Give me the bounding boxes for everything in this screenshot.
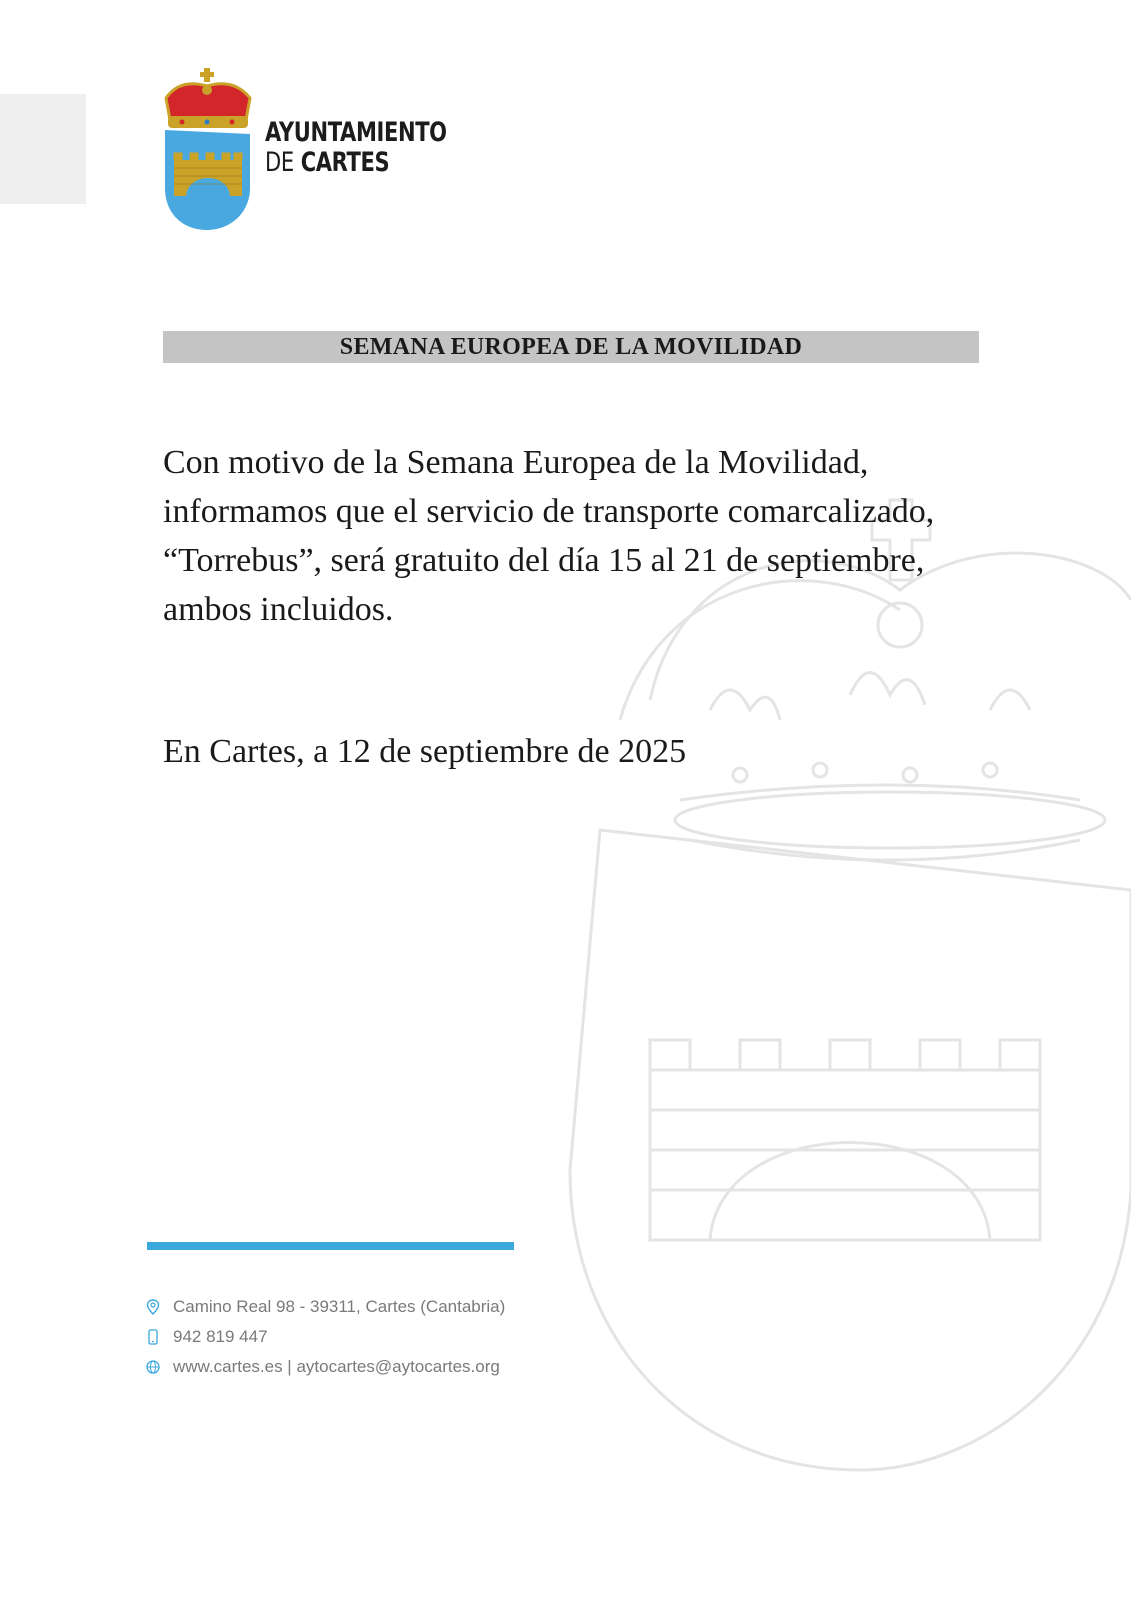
- contact-web-row: [146, 1352, 505, 1382]
- side-tab: [0, 94, 86, 204]
- coat-of-arms-icon: [160, 68, 255, 234]
- contact-address-row: [146, 1292, 505, 1322]
- logo-wordmark: [265, 118, 447, 178]
- location-pin-icon: [146, 1299, 160, 1315]
- footer-divider: [147, 1242, 514, 1250]
- contact-phone-row: [146, 1322, 505, 1352]
- logo-line2-main: CARTES: [300, 147, 390, 178]
- logo-line2-prefix: DE: [265, 147, 294, 178]
- title-bar: [163, 331, 979, 363]
- document-title: SEMANA EUROPEA DE LA MOVILIDAD: [339, 334, 803, 360]
- web-email-text[interactable]: www.cartes.es | aytocartes@aytocartes.org: [173, 1357, 500, 1376]
- body-paragraph: Con motivo de la Semana Europea de la Movilidad, informamos que el servicio de transporte comarcalizado, “Torrebus”, será gratuito del día 15 al 21 de septiembre, ambos incluidos.: [163, 444, 935, 628]
- address-text: Camino Real 98 - 39311, Cartes (Cantabria): [173, 1297, 506, 1316]
- municipal-logo: [160, 68, 460, 234]
- globe-icon: [146, 1359, 160, 1375]
- date-line: En Cartes, a 12 de septiembre de 2025: [163, 733, 687, 770]
- mobile-phone-icon: [146, 1329, 160, 1345]
- phone-text: 942 819 447: [173, 1327, 268, 1346]
- logo-line1: AYUNTAMIENTO: [265, 117, 447, 148]
- contact-info: [146, 1292, 505, 1382]
